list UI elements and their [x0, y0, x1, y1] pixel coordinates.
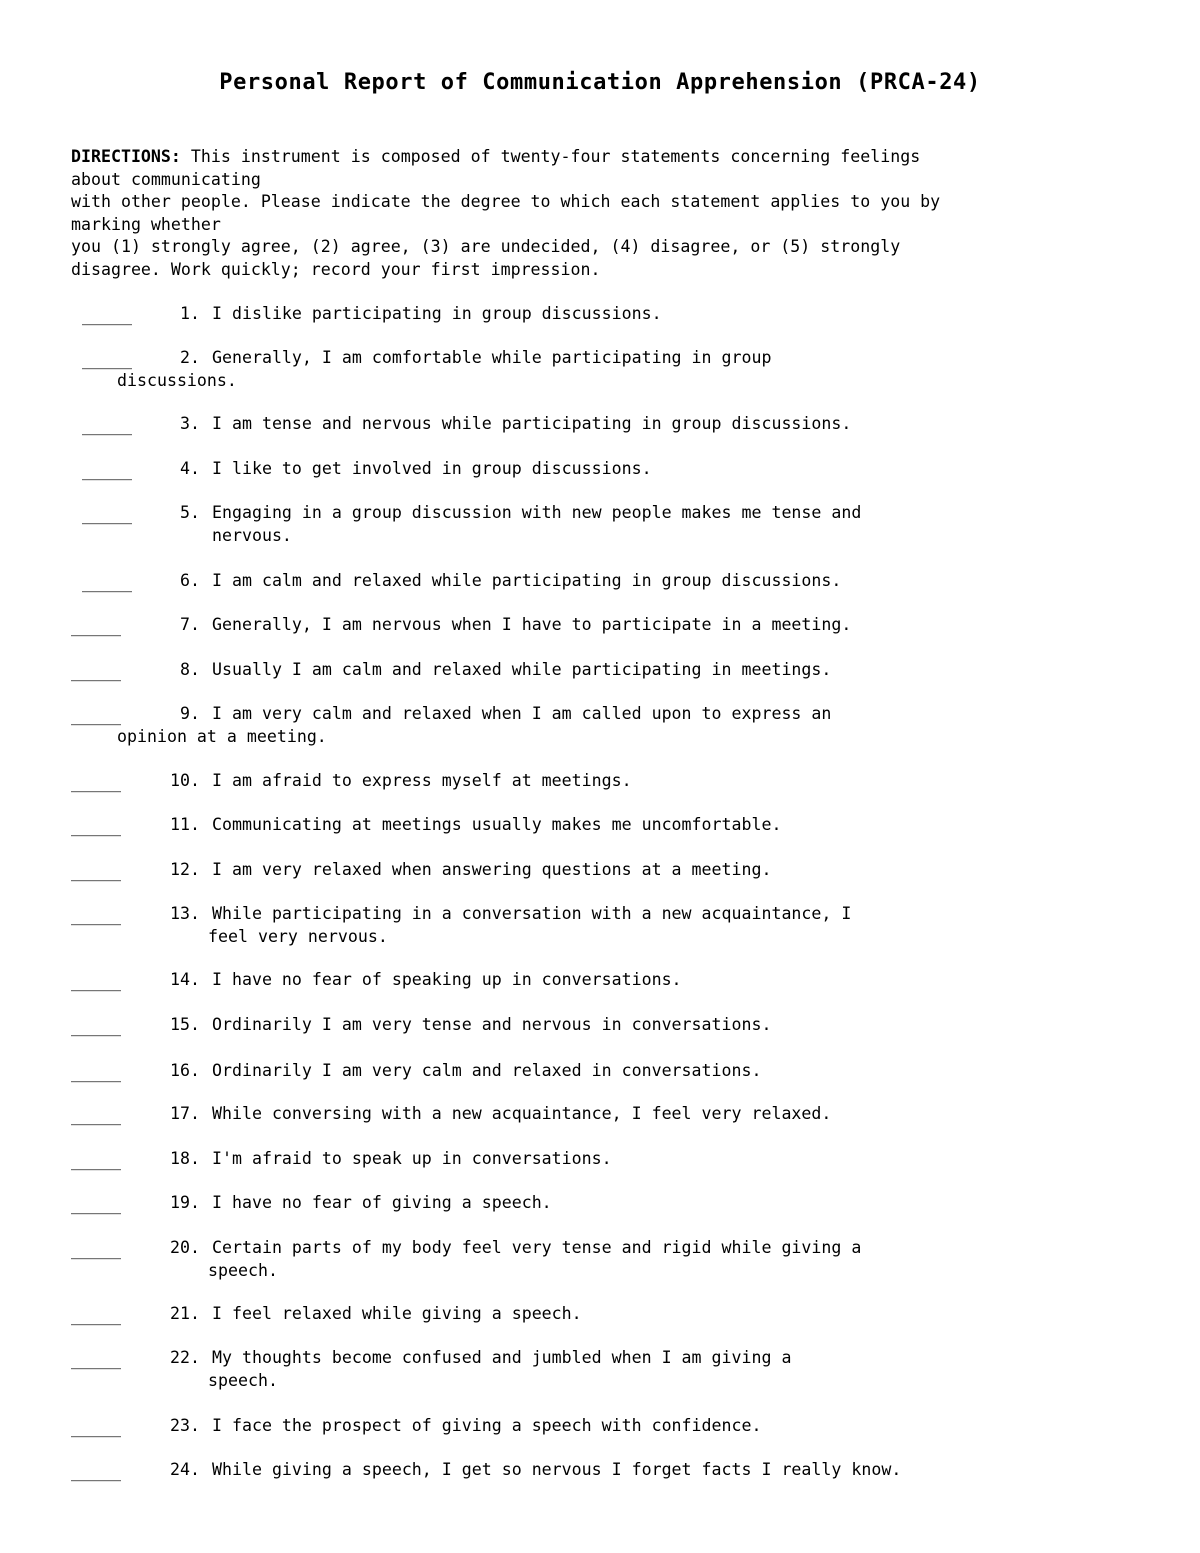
- statement-number: 11.: [170, 815, 200, 834]
- statement-text: Generally, I am nervous when I have to participate in a meeting.: [212, 615, 852, 634]
- statement-item-8: [0, 659, 1200, 705]
- statement-text: I am very relaxed when answering questions at a meeting.: [212, 860, 772, 879]
- statement-item-11: [0, 814, 1200, 860]
- statement-text: Engaging in a group discussion with new people makes me tense and: [212, 503, 862, 522]
- statement-item-10: [0, 770, 1200, 816]
- statement-number: 9.: [180, 704, 200, 723]
- statement-text: I am afraid to express myself at meetings.: [212, 771, 632, 790]
- statement-number: 22.: [170, 1348, 200, 1367]
- answer-blank[interactable]: _____: [71, 617, 121, 636]
- statement-item-21: [0, 1303, 1200, 1349]
- answer-blank[interactable]: _____: [71, 1151, 121, 1170]
- statement-item-22: [0, 1347, 1200, 1393]
- statement-text: I dislike participating in group discussions.: [212, 304, 662, 323]
- answer-blank[interactable]: _____: [71, 817, 121, 836]
- answer-blank[interactable]: _____: [71, 1418, 121, 1437]
- document-title: Personal Report of Communication Apprehension (PRCA-24): [219, 70, 981, 95]
- statement-text: Certain parts of my body feel very tense and rigid while giving a: [212, 1238, 862, 1257]
- directions-block: [71, 146, 1171, 281]
- answer-blank[interactable]: _____: [71, 1106, 121, 1125]
- statement-number: 21.: [170, 1304, 200, 1323]
- statement-item-6: [0, 570, 1200, 616]
- answer-blank[interactable]: _____: [71, 906, 121, 925]
- statement-text-continuation: speech.: [208, 1260, 278, 1280]
- statement-item-23: [0, 1415, 1200, 1461]
- answer-blank[interactable]: _____: [71, 1462, 121, 1481]
- statement-number: 16.: [170, 1061, 200, 1080]
- statement-text: Ordinarily I am very calm and relaxed in conversations.: [212, 1061, 762, 1080]
- statement-item-5: [0, 502, 1200, 548]
- statement-text-continuation: discussions.: [117, 370, 237, 390]
- statement-text: Usually I am calm and relaxed while participating in meetings.: [212, 660, 832, 679]
- answer-blank[interactable]: _____: [82, 350, 132, 369]
- answer-blank[interactable]: _____: [71, 773, 121, 792]
- statement-text-continuation: nervous.: [212, 525, 292, 545]
- statement-number: 2.: [180, 348, 200, 367]
- statement-text: I am tense and nervous while participating in group discussions.: [212, 414, 852, 433]
- answer-blank[interactable]: _____: [82, 505, 132, 524]
- statement-item-15: [0, 1014, 1200, 1060]
- answer-blank[interactable]: _____: [71, 662, 121, 681]
- statement-text: I am very calm and relaxed when I am called upon to express an: [212, 704, 832, 723]
- answer-blank[interactable]: _____: [71, 972, 121, 991]
- statement-item-12: [0, 859, 1200, 905]
- statement-text: Generally, I am comfortable while participating in group: [212, 348, 772, 367]
- statement-text: My thoughts become confused and jumbled when I am giving a: [212, 1348, 792, 1367]
- answer-blank[interactable]: _____: [71, 862, 121, 881]
- statement-number: 15.: [170, 1015, 200, 1034]
- statement-number: 3.: [180, 414, 200, 433]
- statement-text: I face the prospect of giving a speech with confidence.: [212, 1416, 762, 1435]
- statement-text: I'm afraid to speak up in conversations.: [212, 1149, 612, 1168]
- statement-item-16: [0, 1060, 1200, 1106]
- statement-text-continuation: speech.: [208, 1370, 278, 1390]
- answer-blank[interactable]: _____: [71, 1195, 121, 1214]
- directions-line-6: disagree. Work quickly; record your first impression.: [71, 259, 601, 279]
- statement-text: Communicating at meetings usually makes me uncomfortable.: [212, 815, 782, 834]
- statement-number: 20.: [170, 1238, 200, 1257]
- statement-item-13: [0, 903, 1200, 949]
- directions-line-1: [71, 146, 1171, 169]
- statement-number: 17.: [170, 1104, 200, 1123]
- statement-number: 23.: [170, 1416, 200, 1435]
- answer-blank[interactable]: _____: [82, 573, 132, 592]
- statement-item-9: [0, 703, 1200, 749]
- statement-number: 8.: [180, 660, 200, 679]
- statement-number: 4.: [180, 459, 200, 478]
- statement-item-20: [0, 1237, 1200, 1283]
- directions-label: DIRECTIONS:: [71, 147, 181, 166]
- answer-blank[interactable]: _____: [71, 706, 121, 725]
- statement-number: 6.: [180, 571, 200, 590]
- answer-blank[interactable]: _____: [82, 306, 132, 325]
- statement-text: Ordinarily I am very tense and nervous in conversations.: [212, 1015, 772, 1034]
- statement-text: I have no fear of speaking up in conversations.: [212, 970, 682, 989]
- answer-blank[interactable]: _____: [71, 1306, 121, 1325]
- statement-item-24: [0, 1459, 1200, 1505]
- statement-item-1: [0, 303, 1200, 349]
- answer-blank[interactable]: _____: [71, 1017, 121, 1036]
- statement-text: While conversing with a new acquaintance, I feel very relaxed.: [212, 1104, 832, 1123]
- statement-text: I have no fear of giving a speech.: [212, 1193, 552, 1212]
- statement-number: 5.: [180, 503, 200, 522]
- statement-number: 18.: [170, 1149, 200, 1168]
- statement-item-14: [0, 969, 1200, 1015]
- answer-blank[interactable]: _____: [82, 416, 132, 435]
- statement-number: 19.: [170, 1193, 200, 1212]
- statement-text: While participating in a conversation with a new acquaintance, I: [212, 904, 852, 923]
- statement-item-17: [0, 1103, 1200, 1149]
- statement-item-7: [0, 614, 1200, 660]
- statement-number: 13.: [170, 904, 200, 923]
- answer-blank[interactable]: _____: [71, 1350, 121, 1369]
- statement-text: While giving a speech, I get so nervous I forget facts I really know.: [212, 1460, 902, 1479]
- directions-line-5: you (1) strongly agree, (2) agree, (3) are undecided, (4) disagree, or (5) strongly: [71, 237, 901, 256]
- statement-text-continuation: opinion at a meeting.: [117, 726, 327, 746]
- statement-number: 24.: [170, 1460, 200, 1479]
- statement-number: 10.: [170, 771, 200, 790]
- statement-text: I am calm and relaxed while participating in group discussions.: [212, 571, 842, 590]
- statement-text: I like to get involved in group discussions.: [212, 459, 652, 478]
- statement-number: 7.: [180, 615, 200, 634]
- statement-item-2: [0, 347, 1200, 393]
- directions-line-3: with other people. Please indicate the degree to which each statement applies to you by: [71, 192, 941, 211]
- directions-line-2: about communicating: [71, 169, 261, 189]
- statement-text: I feel relaxed while giving a speech.: [212, 1304, 582, 1323]
- statement-item-19: [0, 1192, 1200, 1238]
- statement-number: 1.: [180, 304, 200, 323]
- directions-text: This instrument is composed of twenty-four statements concerning feelings: [180, 147, 921, 166]
- statement-number: 12.: [170, 860, 200, 879]
- statement-number: 14.: [170, 970, 200, 989]
- answer-blank[interactable]: _____: [71, 1063, 121, 1082]
- statement-item-3: [0, 413, 1200, 459]
- statement-item-4: [0, 458, 1200, 504]
- statement-item-18: [0, 1148, 1200, 1194]
- answer-blank[interactable]: _____: [71, 1240, 121, 1259]
- answer-blank[interactable]: _____: [82, 461, 132, 480]
- directions-line-4: marking whether: [71, 214, 221, 234]
- statement-text-continuation: feel very nervous.: [208, 926, 388, 946]
